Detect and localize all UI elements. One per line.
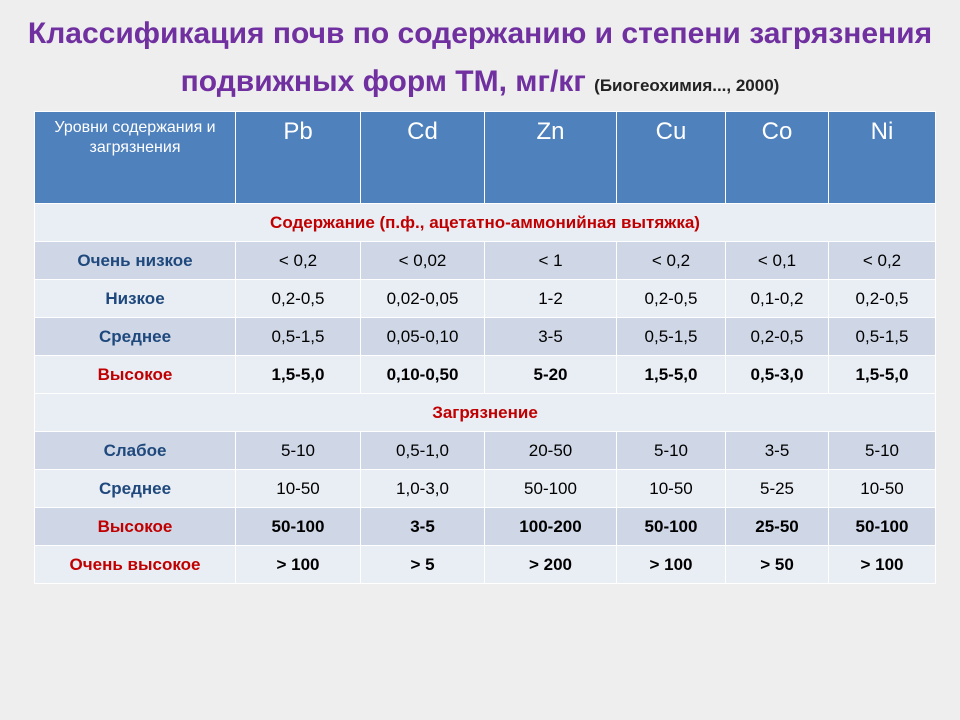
cell-pb: < 0,2 bbox=[236, 242, 361, 280]
cell-ni: > 100 bbox=[829, 546, 936, 584]
cell-cd: 1,0-3,0 bbox=[361, 470, 485, 508]
cell-cu: 1,5-5,0 bbox=[617, 356, 726, 394]
row-label: Среднее bbox=[35, 318, 236, 356]
cell-zn: 5-20 bbox=[485, 356, 617, 394]
cell-cd: 0,02-0,05 bbox=[361, 280, 485, 318]
header-row bbox=[35, 112, 936, 204]
row-label: Высокое bbox=[35, 508, 236, 546]
header-cd: Cd bbox=[361, 112, 485, 204]
cell-co: 3-5 bbox=[726, 432, 829, 470]
row-label: Очень высокое bbox=[35, 546, 236, 584]
cell-cd: 0,05-0,10 bbox=[361, 318, 485, 356]
row-label: Очень низкое bbox=[35, 242, 236, 280]
header-ni: Ni bbox=[829, 112, 936, 204]
table-row bbox=[35, 242, 936, 280]
cell-co: 5-25 bbox=[726, 470, 829, 508]
cell-co: 25-50 bbox=[726, 508, 829, 546]
cell-cu: 10-50 bbox=[617, 470, 726, 508]
cell-pb: > 100 bbox=[236, 546, 361, 584]
cell-zn: 3-5 bbox=[485, 318, 617, 356]
cell-zn: < 1 bbox=[485, 242, 617, 280]
cell-ni: < 0,2 bbox=[829, 242, 936, 280]
cell-pb: 50-100 bbox=[236, 508, 361, 546]
cell-zn: 100-200 bbox=[485, 508, 617, 546]
slide-title-text: Классификация почв по содержанию и степени загрязнения подвижных форм ТМ, мг/кг bbox=[27, 17, 933, 98]
header-zn: Zn bbox=[485, 112, 617, 204]
cell-pb: 5-10 bbox=[236, 432, 361, 470]
cell-cu: 0,2-0,5 bbox=[617, 280, 726, 318]
cell-ni: 1,5-5,0 bbox=[829, 356, 936, 394]
classification-table bbox=[34, 111, 936, 584]
cell-cd: 0,5-1,0 bbox=[361, 432, 485, 470]
table-row bbox=[35, 356, 936, 394]
cell-ni: 5-10 bbox=[829, 432, 936, 470]
cell-pb: 1,5-5,0 bbox=[236, 356, 361, 394]
cell-zn: 50-100 bbox=[485, 470, 617, 508]
cell-co: < 0,1 bbox=[726, 242, 829, 280]
row-label: Высокое bbox=[35, 356, 236, 394]
cell-zn: > 200 bbox=[485, 546, 617, 584]
cell-ni: 0,5-1,5 bbox=[829, 318, 936, 356]
cell-co: 0,5-3,0 bbox=[726, 356, 829, 394]
row-label: Слабое bbox=[35, 432, 236, 470]
cell-cu: 0,5-1,5 bbox=[617, 318, 726, 356]
cell-zn: 20-50 bbox=[485, 432, 617, 470]
cell-cd: 3-5 bbox=[361, 508, 485, 546]
header-co: Co bbox=[726, 112, 829, 204]
title-source: (Биогеохимия..., 2000) bbox=[594, 76, 780, 95]
cell-cd: > 5 bbox=[361, 546, 485, 584]
cell-ni: 10-50 bbox=[829, 470, 936, 508]
cell-pb: 0,5-1,5 bbox=[236, 318, 361, 356]
row-label: Низкое bbox=[35, 280, 236, 318]
table-row bbox=[35, 280, 936, 318]
section-content-title: Содержание (п.ф., ацетатно-аммонийная вытяжка) bbox=[35, 204, 936, 242]
cell-cd: < 0,02 bbox=[361, 242, 485, 280]
cell-cu: < 0,2 bbox=[617, 242, 726, 280]
header-pb: Pb bbox=[236, 112, 361, 204]
table-row bbox=[35, 318, 936, 356]
table-row bbox=[35, 432, 936, 470]
cell-cu: > 100 bbox=[617, 546, 726, 584]
section-pollution-title: Загрязнение bbox=[35, 394, 936, 432]
cell-cu: 5-10 bbox=[617, 432, 726, 470]
table-row bbox=[35, 546, 936, 584]
cell-co: 0,2-0,5 bbox=[726, 318, 829, 356]
cell-cu: 50-100 bbox=[617, 508, 726, 546]
section-content-row bbox=[35, 204, 936, 242]
slide-title bbox=[20, 10, 940, 110]
cell-cd: 0,10-0,50 bbox=[361, 356, 485, 394]
cell-co: > 50 bbox=[726, 546, 829, 584]
cell-co: 0,1-0,2 bbox=[726, 280, 829, 318]
cell-ni: 50-100 bbox=[829, 508, 936, 546]
table-row bbox=[35, 508, 936, 546]
cell-zn: 1-2 bbox=[485, 280, 617, 318]
section-pollution-row bbox=[35, 394, 936, 432]
header-levels: Уровни содержания и загрязнения bbox=[35, 112, 236, 204]
header-cu: Cu bbox=[617, 112, 726, 204]
table-row bbox=[35, 470, 936, 508]
cell-ni: 0,2-0,5 bbox=[829, 280, 936, 318]
row-label: Среднее bbox=[35, 470, 236, 508]
cell-pb: 10-50 bbox=[236, 470, 361, 508]
cell-pb: 0,2-0,5 bbox=[236, 280, 361, 318]
